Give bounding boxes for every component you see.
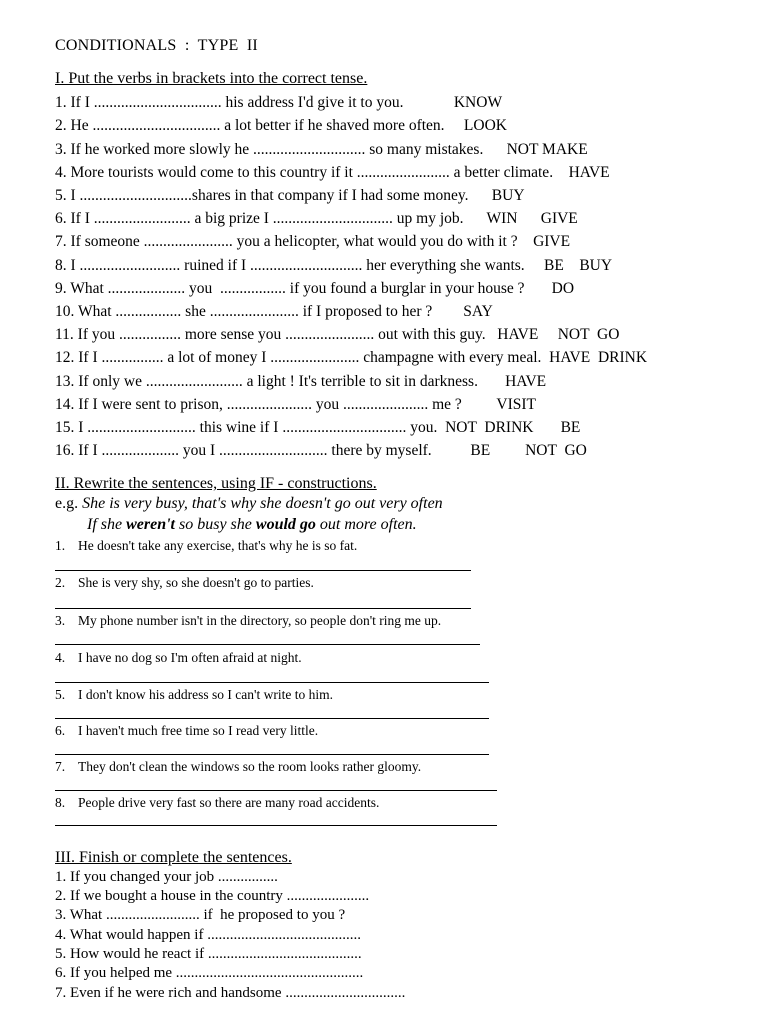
section-1-item: 8. I .......................... ruined if I ............................. her everything she wants. BE BUY	[55, 257, 613, 274]
answer-line[interactable]	[55, 754, 489, 755]
example-part: so busy she	[175, 516, 256, 533]
section-1-item: 5. I .............................shares in that company if I had some money. BUY	[55, 187, 525, 204]
answer-line[interactable]	[55, 682, 489, 683]
section-1-item: 14. If I were sent to prison, ...................... you ...................... me ? VISIT	[55, 396, 537, 413]
rewrite-item-number: 4.	[55, 650, 66, 665]
answer-line[interactable]	[55, 570, 471, 571]
answer-line[interactable]	[55, 608, 471, 609]
example-line-1	[55, 495, 443, 513]
rewrite-item-text: He doesn't take any exercise, that's why he is so fat.	[78, 538, 358, 553]
rewrite-item-text: My phone number isn't in the directory, so people don't ring me up.	[78, 613, 442, 628]
answer-line[interactable]	[55, 825, 497, 826]
section-3-item: 3. What ......................... if he proposed to you ?	[55, 907, 346, 923]
section-2-heading: II. Rewrite the sentences, using IF - constructions.	[55, 475, 377, 492]
section-3-item: 5. How would he react if .........................................	[55, 946, 362, 962]
section-1-item: 15. I ............................ this wine if I ................................ you. NOT DRINK BE	[55, 419, 581, 436]
section-3-item: 2. If we bought a house in the country ......................	[55, 888, 370, 904]
section-3-item: 7. Even if he were rich and handsome ................................	[55, 985, 406, 1001]
section-1-item: 6. If I ......................... a big prize I ............................... up my job. WIN GIVE	[55, 210, 578, 227]
rewrite-item-number: 7.	[55, 759, 66, 774]
answer-line[interactable]	[55, 790, 497, 791]
example-original-sentence: She is very busy, that's why she doesn't go out very often	[82, 495, 443, 512]
rewrite-item-text: I don't know his address so I can't write to him.	[78, 687, 333, 702]
rewrite-item-number: 3.	[55, 613, 66, 628]
rewrite-item-text: People drive very fast so there are many road accidents.	[78, 795, 380, 810]
example-bold-part: would go	[255, 516, 316, 533]
section-1-item: 11. If you ................ more sense you ....................... out with this guy. HAVE NOT GO	[55, 326, 620, 343]
section-1-item: 16. If I .................... you I ............................ there by myself. BE NOT GO	[55, 442, 587, 459]
section-3-item: 6. If you helped me ..................................................	[55, 965, 364, 981]
rewrite-item-text: I haven't much free time so I read very little.	[78, 723, 319, 738]
section-1-item: 4. More tourists would come to this country if it ........................ a better climate. HAVE	[55, 164, 610, 181]
rewrite-item-text: They don't clean the windows so the room looks rather gloomy.	[78, 759, 422, 774]
section-3-item: 1. If you changed your job ................	[55, 869, 278, 885]
rewrite-item-number: 1.	[55, 538, 66, 553]
section-1-item: 7. If someone ....................... you a helicopter, what would you do with it ? GIVE	[55, 233, 571, 250]
section-1-item: 2. He ................................. a lot better if he shaved more often. LOOK	[55, 117, 507, 134]
section-1-item: 3. If he worked more slowly he ............................. so many mistakes. NOT MAKE	[55, 141, 588, 158]
section-3-heading: III. Finish or complete the sentences.	[55, 849, 292, 866]
answer-line[interactable]	[55, 644, 480, 645]
answer-line[interactable]	[55, 718, 489, 719]
rewrite-item-text: I have no dog so I'm often afraid at night.	[78, 650, 302, 665]
example-part: out more often.	[315, 516, 417, 533]
rewrite-item-number: 2.	[55, 575, 66, 590]
rewrite-item-text: She is very shy, so she doesn't go to parties.	[78, 575, 314, 590]
section-1-item: 1. If I ................................. his address I'd give it to you. KNOW	[55, 94, 503, 111]
rewrite-item-number: 6.	[55, 723, 66, 738]
example-bold-part: weren't	[126, 516, 175, 533]
example-line-2	[87, 516, 417, 534]
section-1-item: 10. What ................. she ....................... if I proposed to her ? SAY	[55, 303, 493, 320]
example-prefix: e.g.	[55, 495, 83, 512]
section-3-item: 4. What would happen if .........................................	[55, 927, 361, 943]
rewrite-item-number: 8.	[55, 795, 66, 810]
section-1-item: 9. What .................... you ................. if you found a burglar in your house ? DO	[55, 280, 575, 297]
rewrite-item-number: 5.	[55, 687, 66, 702]
example-part: If she	[87, 516, 127, 533]
section-1-item: 13. If only we ......................... a light ! It's terrible to sit in darkness. HAVE	[55, 373, 547, 390]
section-1-heading: I. Put the verbs in brackets into the correct tense.	[55, 70, 368, 87]
section-1-item: 12. If I ................ a lot of money I ....................... champagne with every meal. HAVE DRINK	[55, 349, 648, 366]
page-title: CONDITIONALS : TYPE II	[55, 37, 258, 54]
